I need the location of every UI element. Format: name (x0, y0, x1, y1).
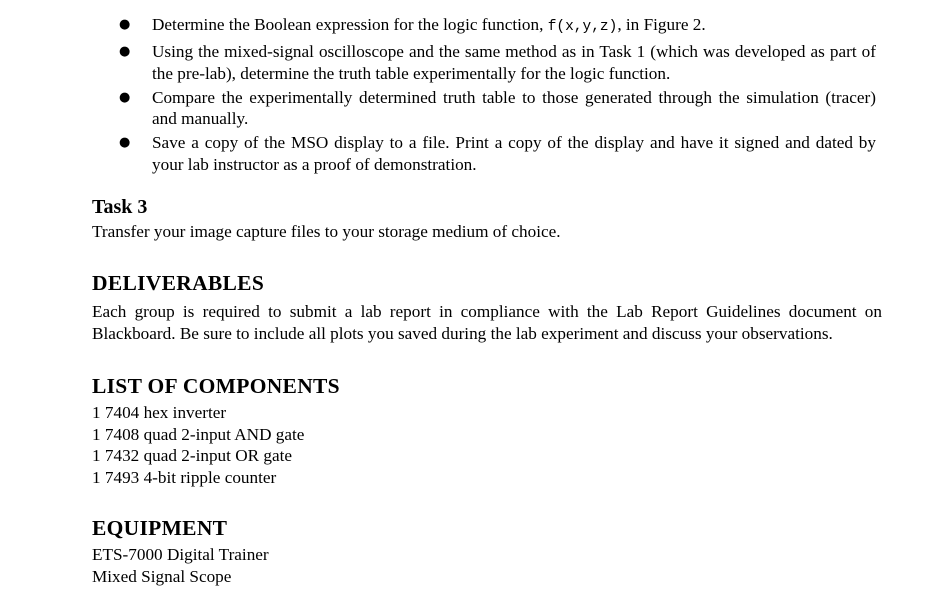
component-item: 1 7408 quad 2-input AND gate (92, 424, 305, 444)
equipment-list (92, 544, 882, 587)
bullet-text: Save a copy of the MSO display to a file. Print a copy of the display and have it signed and dated by your lab instructor as a proof of demonstration. (152, 133, 876, 174)
deliverables-section (92, 270, 882, 344)
bullet-icon: ● (119, 89, 131, 105)
instruction-bullet-list (118, 14, 876, 178)
components-list (92, 402, 882, 488)
equipment-section (92, 515, 882, 587)
bullet-text-part: , in Figure 2. (617, 15, 706, 34)
components-heading: LIST OF COMPONENTS (92, 374, 340, 398)
bullet-text: Compare the experimentally determined truth table to those generated through the simulation (tracer) and manually. (152, 87, 876, 128)
task3-heading: Task 3 (92, 196, 148, 218)
component-item: 1 7404 hex inverter (92, 403, 227, 422)
bullet-item (118, 87, 876, 130)
bullet-icon: ● (119, 17, 131, 32)
deliverables-text: Each group is required to submit a lab report in compliance with the Lab Report Guidelines document on Blackboard. Be sure to include all plots you saved during the lab experiment and discuss your observations. (92, 302, 882, 343)
equipment-item: Mixed Signal Scope (92, 566, 232, 586)
bullet-text-part: Determine the Boolean expression for the logic function, (152, 15, 548, 34)
component-item: 1 7432 quad 2-input OR gate (92, 446, 293, 465)
bullet-item (118, 41, 876, 84)
logic-function-code: f(x,y,z) (547, 19, 618, 35)
task3-text: Transfer your image capture files to your storage medium of choice. (92, 222, 561, 241)
bullet-icon: ● (119, 135, 131, 150)
components-section (92, 373, 882, 488)
task3-section (92, 195, 882, 243)
bullet-icon: ● (119, 44, 131, 59)
bullet-text: Using the mixed-signal oscilloscope and the same method as in Task 1 (which was developed as part of the pre-lab), determine the truth table experimentally for the logic function. (152, 42, 876, 83)
equipment-item: ETS-7000 Digital Trainer (92, 545, 269, 564)
bullet-item (118, 14, 876, 39)
component-item: 1 7493 4-bit ripple counter (92, 467, 277, 487)
equipment-heading: EQUIPMENT (92, 516, 228, 540)
deliverables-heading: DELIVERABLES (92, 271, 265, 295)
bullet-item (118, 132, 876, 175)
